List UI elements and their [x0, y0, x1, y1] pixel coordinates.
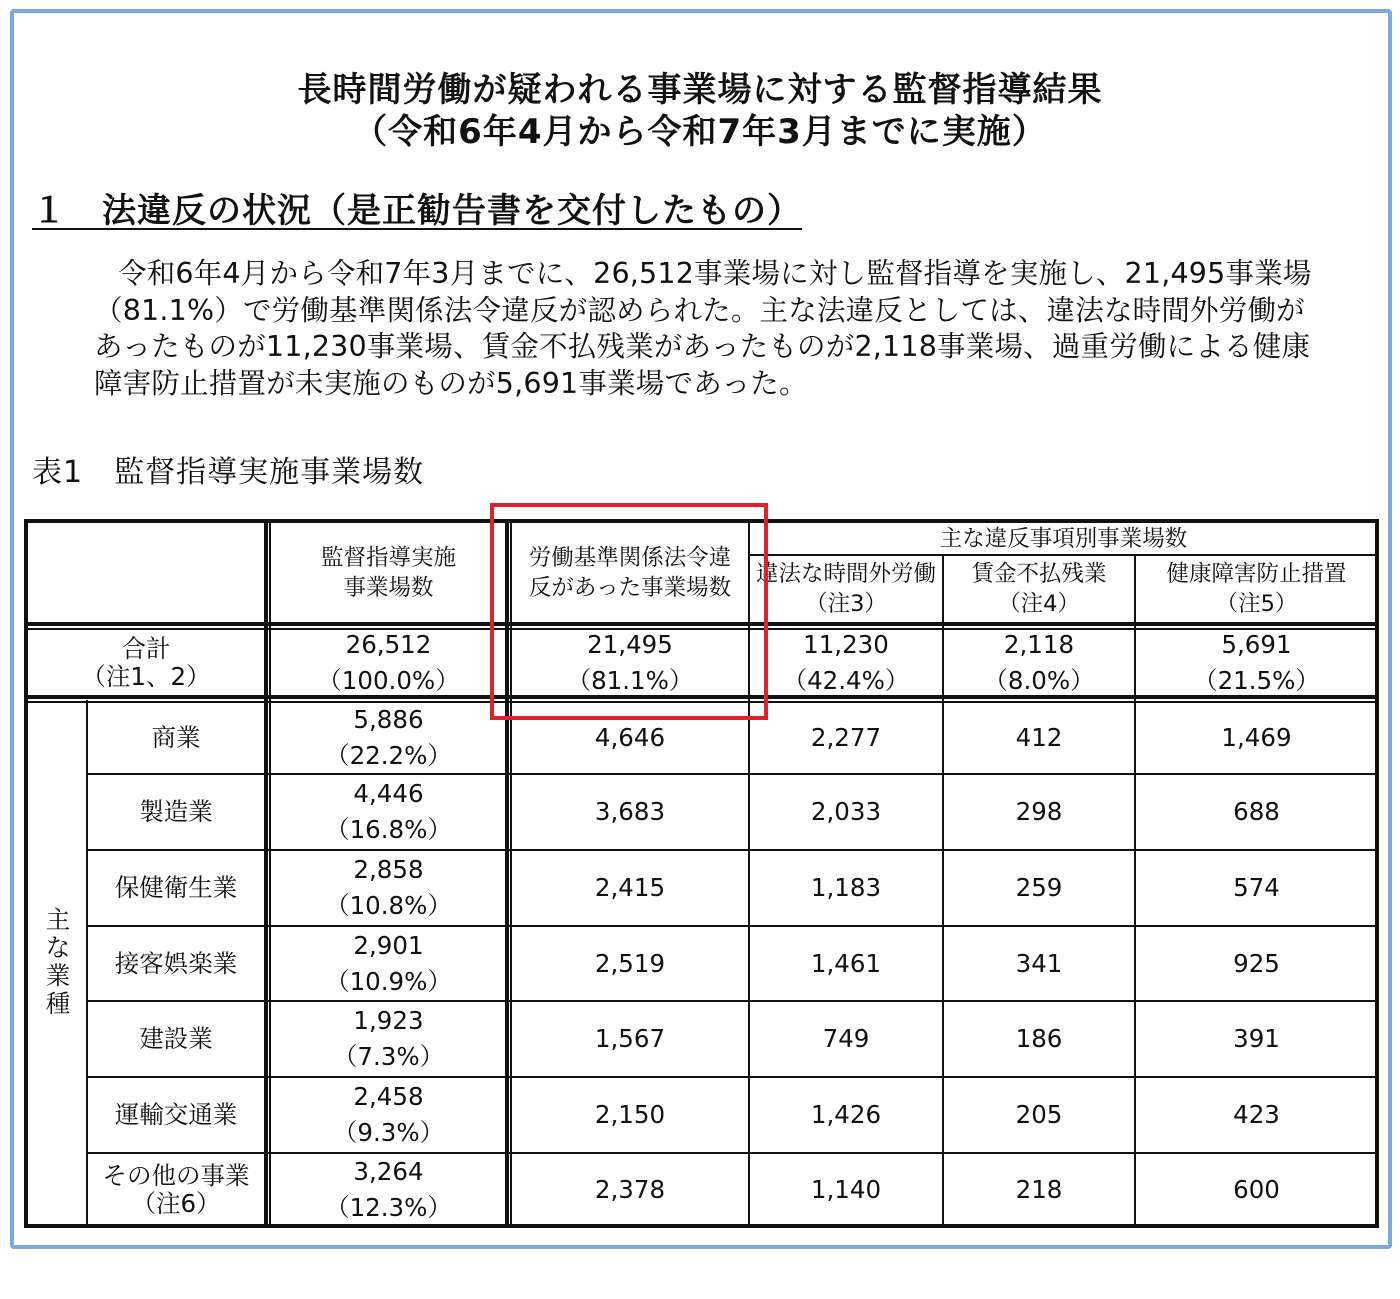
header-note: （注4）: [998, 591, 1080, 617]
cell-value: 4,646: [594, 723, 666, 752]
cell-value: 2,277: [810, 723, 882, 752]
industry-health: [1136, 703, 1377, 773]
industry-inspected: [272, 1154, 505, 1226]
cell-value: 574: [1233, 873, 1280, 902]
cell-value: 2,901: [353, 930, 424, 960]
industry-inspected: [272, 1002, 505, 1076]
header-text: 賃金不払残業: [971, 561, 1107, 587]
industry-violations: [512, 1078, 748, 1152]
cell-value: 1,183: [810, 873, 882, 902]
header-text: 反があった事業場数: [528, 574, 732, 601]
industry-note: （注6）: [131, 1189, 221, 1218]
total-label-note: （注1、2）: [81, 661, 211, 691]
col-divider: [269, 521, 271, 1226]
industry-inspected: [272, 1078, 505, 1152]
industry-overtime: [750, 851, 942, 925]
header-text: 違法な時間外労働: [755, 561, 936, 587]
cell-percent: （81.1%）: [566, 665, 694, 695]
industry-name: [88, 851, 264, 925]
industry-health: [1136, 1154, 1377, 1226]
cell-value: 298: [1015, 797, 1063, 826]
cell-value: 2,033: [810, 797, 882, 826]
industry-unpaid: [944, 1154, 1134, 1226]
cell-percent: （8.0%）: [983, 665, 1095, 695]
header-text: 労働基準関係法令違: [528, 544, 732, 571]
header-note: （注3）: [805, 591, 887, 617]
cell-value: 749: [822, 1024, 870, 1053]
industry-name-text: 製造業: [139, 797, 213, 826]
vertical-char: 主: [45, 905, 71, 934]
industry-name-text: その他の事業: [102, 1161, 250, 1190]
total-unpaid: [944, 630, 1134, 695]
industry-overtime: [750, 703, 942, 773]
cell-value: 1,426: [810, 1100, 882, 1129]
paragraph-line: あったものが11,230事業場、賃金不払残業があったものが2,118事業場、過重労働による健康: [94, 330, 1311, 363]
industry-health: [1136, 775, 1377, 849]
section-heading: １ 法違反の状況（是正勧告書を交付したもの）: [32, 191, 802, 231]
cell-value: 925: [1233, 948, 1280, 978]
total-label: [28, 630, 264, 695]
industry-name-text: 運輸交通業: [114, 1100, 238, 1129]
header-inspected: [272, 523, 505, 622]
industry-name: [88, 1154, 264, 1226]
cell-value: 1,923: [353, 1006, 424, 1035]
industry-overtime: [750, 775, 942, 849]
paragraph-line: 令和6年4月から令和7年3月までに、26,512事業場に対し監督指導を実施し、21,495事業場: [118, 257, 1312, 290]
cell-percent: （42.4%）: [782, 665, 910, 695]
cell-value: 2,378: [594, 1175, 666, 1204]
cell-value: 1,461: [810, 948, 882, 978]
cell-value: 1,469: [1221, 723, 1292, 752]
cell-value: 259: [1015, 873, 1063, 902]
table-caption: 表1 監督指導実施事業場数: [32, 455, 425, 490]
industry-health: [1136, 1078, 1377, 1152]
industry-name-text: 商業: [151, 723, 201, 752]
cell-value: 11,230: [803, 630, 889, 659]
industry-violations: [512, 851, 748, 925]
industry-overtime: [750, 927, 942, 1000]
cell-value: 205: [1015, 1100, 1063, 1129]
cell-value: 2,458: [353, 1082, 424, 1111]
cell-percent: （10.9%）: [325, 966, 452, 996]
cell-value: 2,150: [594, 1100, 666, 1129]
cell-value: 218: [1015, 1175, 1063, 1204]
industry-overtime: [750, 1002, 942, 1076]
cell-value: 5,691: [1221, 630, 1292, 659]
cell-value: 2,415: [594, 873, 666, 902]
industry-name: [88, 1078, 264, 1152]
cell-value: 423: [1233, 1100, 1280, 1129]
vertical-char: 業: [45, 961, 71, 990]
industry-unpaid: [944, 851, 1134, 925]
industry-inspected: [272, 851, 505, 925]
industry-inspected: [272, 775, 505, 849]
document-title: 長時間労働が疑われる事業場に対する監督指導結果: [297, 70, 1103, 110]
industry-overtime: [750, 1078, 942, 1152]
cell-value: 186: [1015, 1024, 1063, 1053]
total-overtime: [750, 630, 942, 695]
cell-value: 1,567: [594, 1024, 666, 1053]
document-subtitle: （令和6年4月から令和7年3月までに実施）: [353, 112, 1047, 152]
header-text: 監督指導実施: [320, 544, 456, 571]
cell-percent: （12.3%）: [325, 1193, 452, 1222]
industry-violations: [512, 927, 748, 1000]
header-overtime: [750, 556, 942, 622]
industry-group-label: [40, 906, 76, 1018]
industry-overtime: [750, 1154, 942, 1226]
industry-name-text: 保健衛生業: [114, 873, 238, 902]
industry-unpaid: [944, 1078, 1134, 1152]
total-label-text: 合計: [121, 633, 171, 663]
total-health: [1136, 630, 1377, 695]
cell-value: 3,264: [353, 1157, 424, 1186]
paragraph-line: （81.1%）で労働基準関係法令違反が認められた。主な法違反としては、違法な時間外労働が: [94, 293, 1305, 327]
cell-percent: （9.3%）: [332, 1118, 445, 1147]
industry-unpaid: [944, 1002, 1134, 1076]
cell-value: 4,446: [353, 779, 424, 808]
cell-value: 5,886: [353, 705, 424, 734]
industry-unpaid: [944, 927, 1134, 1000]
industry-name: [88, 1002, 264, 1076]
cell-value: 1,140: [810, 1175, 882, 1204]
industry-health: [1136, 927, 1377, 1000]
header-note: （注5）: [1215, 591, 1298, 617]
cell-value: 391: [1233, 1024, 1280, 1053]
industry-health: [1136, 851, 1377, 925]
industry-unpaid: [944, 703, 1134, 773]
industry-violations: [512, 1002, 748, 1076]
header-unpaid: [944, 556, 1134, 622]
industry-name-text: 接客娯楽業: [114, 948, 238, 978]
industry-inspected: [272, 703, 505, 773]
cell-value: 2,118: [1003, 630, 1075, 659]
header-text: 健康障害防止措置: [1166, 561, 1347, 587]
cell-value: 600: [1233, 1175, 1280, 1204]
cell-value: 341: [1015, 948, 1063, 978]
industry-name-text: 建設業: [139, 1024, 213, 1053]
cell-percent: （10.8%）: [325, 891, 452, 920]
cell-percent: （21.5%）: [1193, 665, 1320, 695]
paragraph-line: 障害防止措置が未実施のものが5,691事業場であった。: [94, 366, 808, 400]
header-group: [750, 523, 1377, 554]
highlight-box: [490, 503, 768, 720]
cell-value: 412: [1015, 723, 1063, 752]
cell-value: 688: [1233, 797, 1280, 826]
cell-percent: （22.2%）: [325, 741, 452, 770]
industry-name: [88, 927, 264, 1000]
cell-percent: （16.8%）: [325, 815, 452, 844]
industry-violations: [512, 775, 748, 849]
header-health: [1136, 556, 1377, 622]
cell-value: 2,519: [594, 948, 666, 978]
vertical-char: な: [45, 933, 71, 962]
industry-name: [88, 775, 264, 849]
header-text: 主な違反事項別事業場数: [939, 525, 1188, 552]
vertical-char: 種: [45, 989, 71, 1018]
summary-paragraph: [94, 256, 1369, 402]
total-inspected: [272, 630, 505, 695]
cell-percent: （100.0%）: [317, 665, 460, 695]
cell-value: 26,512: [345, 630, 432, 659]
col-divider: [264, 521, 268, 1226]
cell-value: 21,495: [587, 630, 673, 659]
industry-name: [88, 703, 264, 773]
industry-inspected: [272, 927, 505, 1000]
cell-value: 3,683: [594, 797, 666, 826]
industry-unpaid: [944, 775, 1134, 849]
industry-health: [1136, 1002, 1377, 1076]
cell-value: 2,858: [353, 855, 424, 884]
cell-percent: （7.3%）: [332, 1042, 445, 1071]
industry-violations: [512, 1154, 748, 1226]
header-text: 事業場数: [343, 574, 434, 601]
